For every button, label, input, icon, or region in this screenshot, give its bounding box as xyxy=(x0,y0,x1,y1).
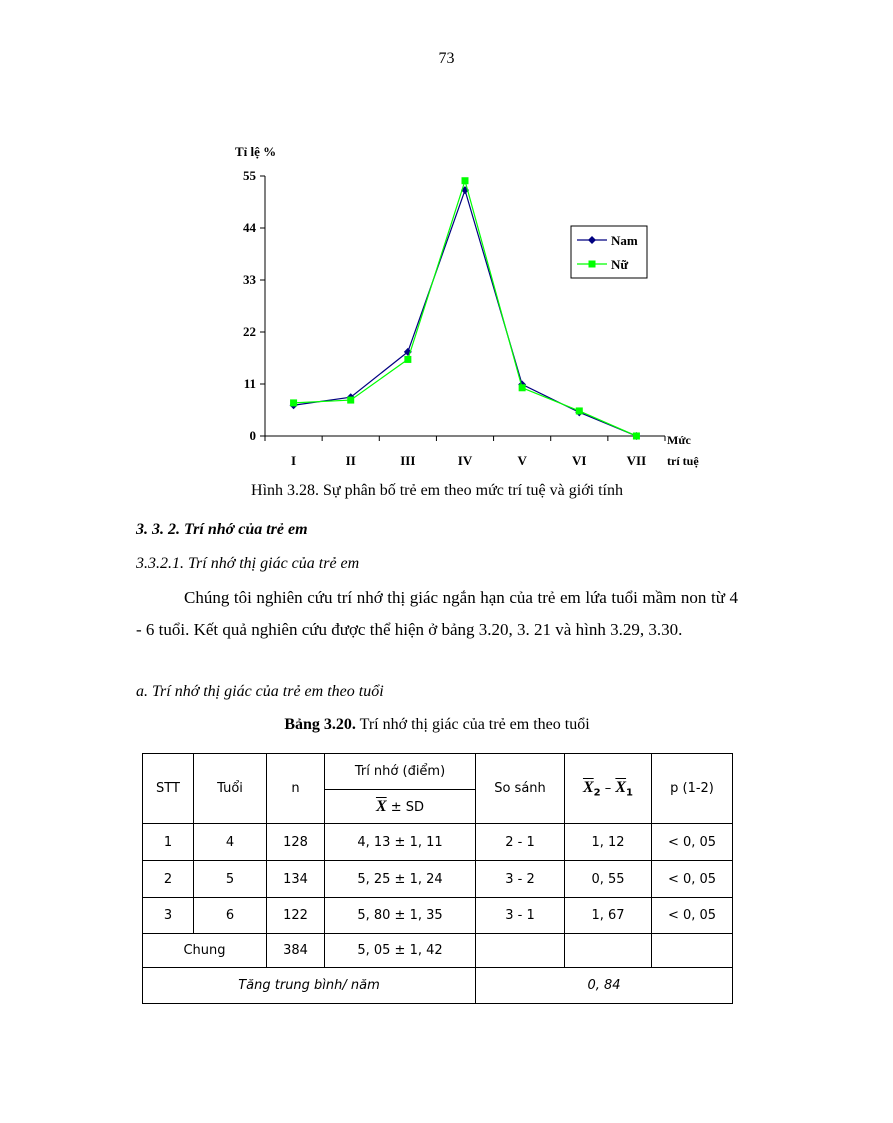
cell-memory: 4, 13 ± 1, 11 xyxy=(325,824,476,861)
cell-empty xyxy=(476,934,565,968)
data-point xyxy=(347,397,354,404)
cell-n: 128 xyxy=(267,824,325,861)
data-table xyxy=(142,753,733,1004)
body-paragraph: Chúng tôi nghiên cứu trí nhớ thị giác ngắn hạn của trẻ em lứa tuổi mầm non từ 4 - 6 tuổi. Kết quả nghiên cứu được thể hiện ở bảng 3.20, 3. 21 và hình 3.29, 3.30. xyxy=(136,588,738,639)
data-point xyxy=(404,356,411,363)
table-caption-text: Trí nhớ thị giác của trẻ em theo tuổi xyxy=(355,716,590,733)
legend-marker xyxy=(589,261,596,268)
minus-sign: – xyxy=(600,780,616,796)
cell-p: < 0, 05 xyxy=(652,898,733,934)
cell-total-n: 384 xyxy=(267,934,325,968)
y-tick-label: 11 xyxy=(243,376,256,391)
cell-stt: 2 xyxy=(143,861,194,898)
x-axis-label: Mức xyxy=(667,433,691,447)
subsection-heading: 3.3.2.1. Trí nhớ thị giác của trẻ em xyxy=(136,555,360,572)
y-tick-label: 44 xyxy=(243,220,256,235)
y-tick-label: 22 xyxy=(243,324,256,339)
x-tick-label: I xyxy=(291,453,297,468)
y-tick-label: 0 xyxy=(249,428,256,443)
x-tick-label: VI xyxy=(572,453,587,468)
header-n: n xyxy=(267,754,325,824)
cell-empty xyxy=(565,934,652,968)
x1-bar: $\overline{X}$ xyxy=(615,778,627,796)
table-avg-row xyxy=(143,968,733,1004)
cell-memory: 5, 25 ± 1, 24 xyxy=(325,861,476,898)
section-heading: 3. 3. 2. Trí nhớ của trẻ em xyxy=(136,521,308,538)
cell-n: 122 xyxy=(267,898,325,934)
header-compare: So sánh xyxy=(476,754,565,824)
header-memory: Trí nhớ (điểm) xyxy=(325,754,476,790)
cell-compare: 3 - 1 xyxy=(476,898,565,934)
table-caption xyxy=(0,716,874,734)
x-tick-label: III xyxy=(400,453,416,468)
x1-sub: 1 xyxy=(626,787,634,799)
cell-age: 5 xyxy=(194,861,267,898)
x-tick-label: IV xyxy=(457,453,473,468)
y-axis-label: Tỉ lệ % xyxy=(235,144,277,159)
x-bar: $\overline{X}$ xyxy=(375,797,387,815)
cell-age: 4 xyxy=(194,824,267,861)
line-chart xyxy=(225,140,699,475)
table-row xyxy=(143,861,733,898)
header-diff xyxy=(565,754,652,824)
cell-memory: 5, 80 ± 1, 35 xyxy=(325,898,476,934)
cell-stt: 1 xyxy=(143,824,194,861)
x-tick-label: VII xyxy=(626,453,647,468)
data-point xyxy=(576,407,583,414)
cell-n: 134 xyxy=(267,861,325,898)
table-total-row xyxy=(143,934,733,968)
header-memory-sub xyxy=(325,790,476,824)
cell-total-label: Chung xyxy=(143,934,267,968)
header-stt: STT xyxy=(143,754,194,824)
cell-stt: 3 xyxy=(143,898,194,934)
figure-caption: Hình 3.28. Sự phân bố trẻ em theo mức trí tuệ và giới tính xyxy=(251,482,623,499)
table-row xyxy=(143,824,733,861)
table-caption-label: Bảng 3.20. xyxy=(284,716,356,733)
cell-compare: 2 - 1 xyxy=(476,824,565,861)
cell-compare: 3 - 2 xyxy=(476,861,565,898)
y-tick-label: 55 xyxy=(243,168,256,183)
cell-diff: 0, 55 xyxy=(565,861,652,898)
cell-age: 6 xyxy=(194,898,267,934)
legend-label: Nam xyxy=(611,233,638,248)
cell-avg-value: 0, 84 xyxy=(476,968,733,1004)
y-tick-label: 33 xyxy=(243,272,256,287)
data-point xyxy=(633,433,640,440)
cell-diff: 1, 67 xyxy=(565,898,652,934)
x2-bar: $\overline{X}$ xyxy=(582,778,594,796)
cell-p: < 0, 05 xyxy=(652,861,733,898)
x-axis-label-line2: trí tuệ xyxy=(667,454,699,468)
x-tick-label: V xyxy=(517,453,527,468)
legend-label: Nữ xyxy=(611,257,629,272)
data-point xyxy=(519,384,526,391)
cell-avg-label: Tăng trung bình/ năm xyxy=(143,968,476,1004)
header-age: Tuổi xyxy=(194,754,267,824)
cell-diff: 1, 12 xyxy=(565,824,652,861)
cell-empty xyxy=(652,934,733,968)
page-number: 73 xyxy=(438,50,455,67)
cell-total-memory: 5, 05 ± 1, 42 xyxy=(325,934,476,968)
x2-sub: 2 xyxy=(593,787,601,799)
data-point xyxy=(462,177,469,184)
sd-label: ± SD xyxy=(386,799,425,815)
cell-p: < 0, 05 xyxy=(652,824,733,861)
data-point xyxy=(290,399,297,406)
x-tick-label: II xyxy=(345,453,356,468)
table-row xyxy=(143,898,733,934)
subheading-a: a. Trí nhớ thị giác của trẻ em theo tuổi xyxy=(136,683,384,700)
header-p: p (1-2) xyxy=(652,754,733,824)
